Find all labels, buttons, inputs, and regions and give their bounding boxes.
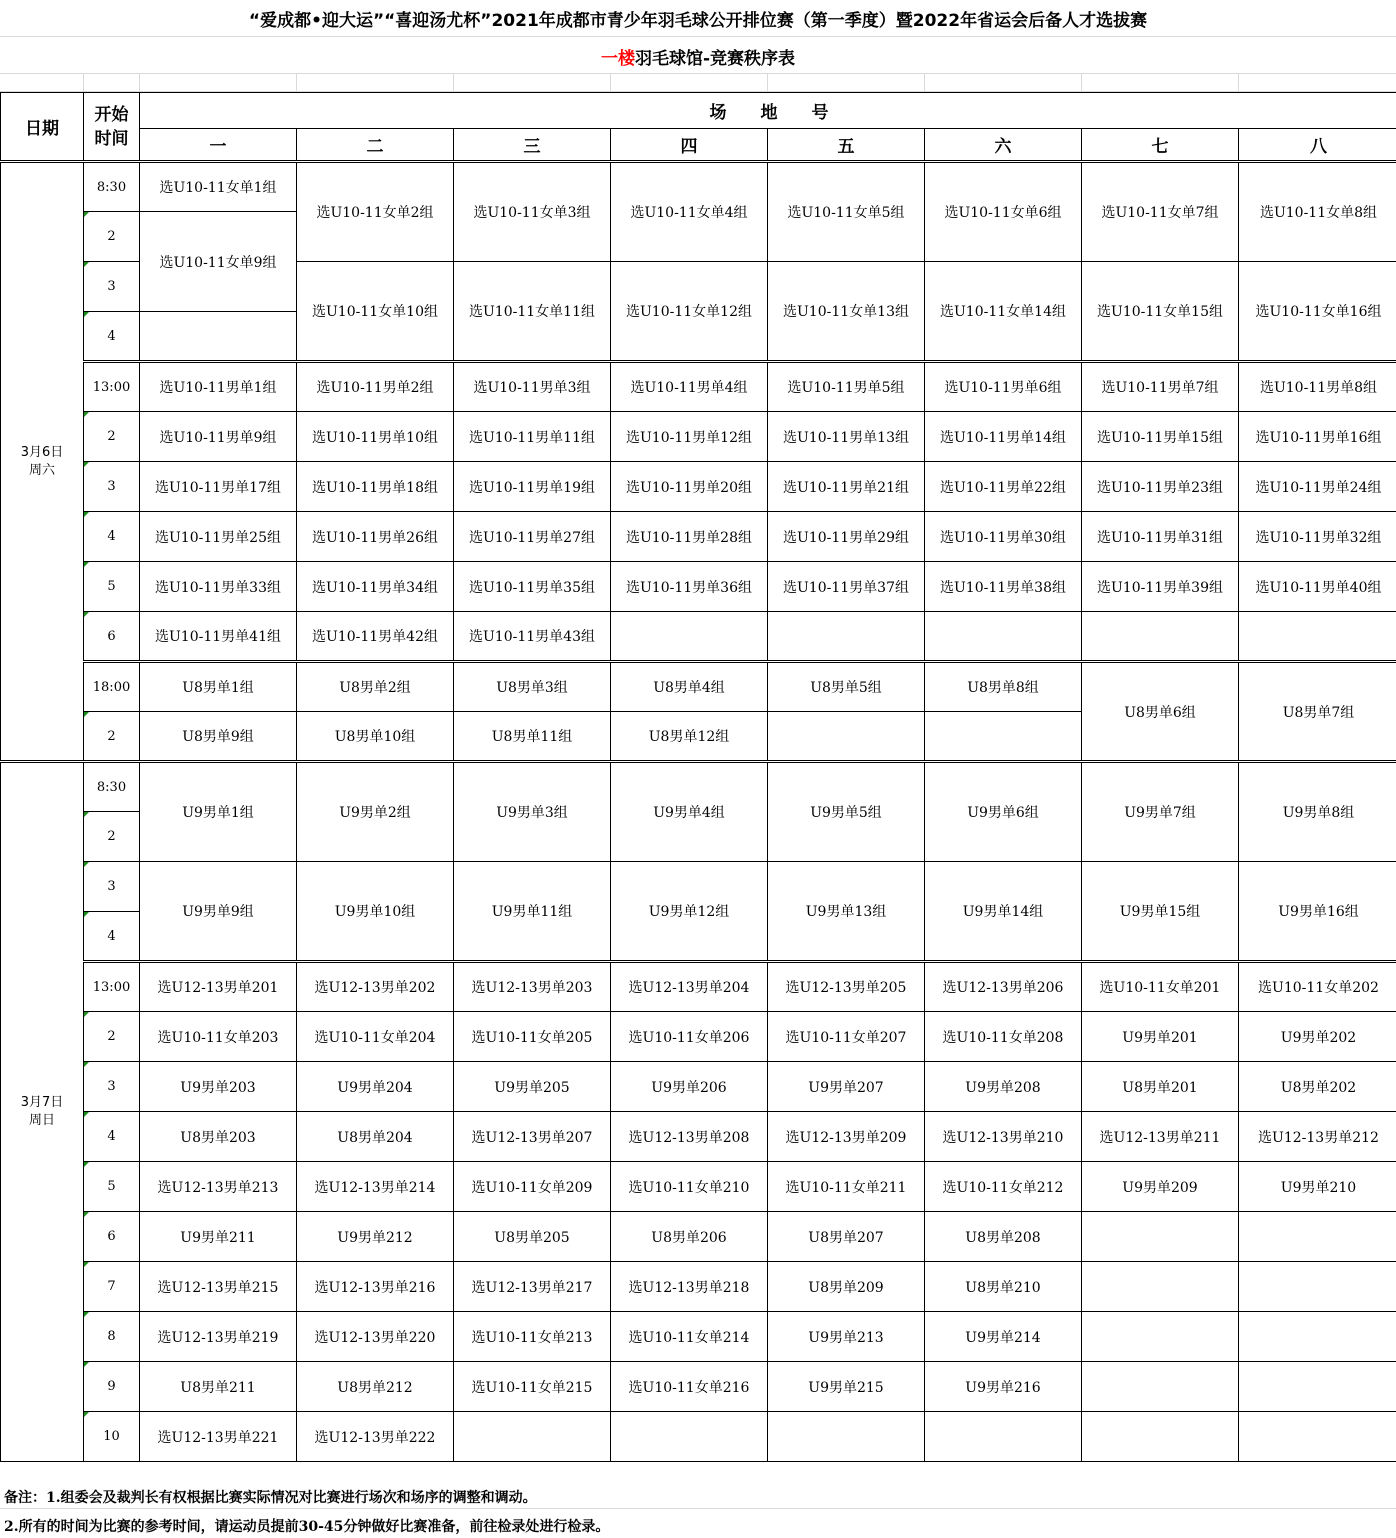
start-time-cell (84, 1262, 140, 1312)
start-time-value: 18:00 (92, 679, 131, 695)
match-cell: 选U12-13男单215 (140, 1262, 297, 1312)
match-cell: 选U10-11男单39组 (1082, 562, 1239, 612)
schedule-row (1, 962, 1396, 1012)
match-cell: 选U12-13男单209 (768, 1112, 925, 1162)
match-cell: 选U10-11男单33组 (140, 562, 297, 612)
start-time-value: 8 (107, 1329, 116, 1344)
match-cell: U9男单8组 (1239, 762, 1396, 862)
schedule-row (1, 662, 1396, 712)
match-cell: U9男单210 (1239, 1162, 1396, 1212)
start-time-cell (84, 462, 140, 512)
match-cell: 选U12-13男单218 (611, 1262, 768, 1312)
match-cell: U8男单204 (297, 1112, 454, 1162)
match-cell: 选U10-11男单27组 (454, 512, 611, 562)
schedule-row (1, 362, 1396, 412)
start-time-value: 2 (107, 829, 116, 844)
match-cell: U8男单209 (768, 1262, 925, 1312)
match-cell: U8男单11组 (454, 712, 611, 762)
match-cell (1239, 1362, 1396, 1412)
match-cell: 选U10-11男单36组 (611, 562, 768, 612)
match-cell: 选U10-11女单216 (611, 1362, 768, 1412)
cell-comment-marker (84, 1362, 89, 1367)
note-divider (0, 1508, 1396, 1509)
match-cell (1239, 612, 1396, 662)
match-cell (611, 612, 768, 662)
start-time-cell (84, 1312, 140, 1362)
header-court-6: 六 (925, 129, 1082, 162)
match-cell: U9男单10组 (297, 862, 454, 962)
note-2: 2.所有的时间为比赛的参考时间，请运动员提前30-45分钟做好比赛准备，前往检录处进行检录。 (4, 1519, 610, 1535)
start-time-value: 2 (107, 229, 116, 244)
start-time-cell (84, 1012, 140, 1062)
match-cell: 选U10-11女单13组 (768, 262, 925, 362)
match-cell (1239, 1212, 1396, 1262)
match-cell: 选U10-11男单19组 (454, 462, 611, 512)
start-time-cell (84, 1112, 140, 1162)
match-cell: 选U10-11女单211 (768, 1162, 925, 1212)
match-cell: U8男单202 (1239, 1062, 1396, 1112)
match-cell: 选U10-11女单9组 (140, 212, 297, 312)
header-venue: 场 地 号 (140, 93, 1396, 129)
match-cell (1239, 1312, 1396, 1362)
cell-comment-marker (84, 712, 89, 717)
match-cell: 选U10-11男单26组 (297, 512, 454, 562)
match-cell: U8男单7组 (1239, 662, 1396, 762)
match-cell: U9男单211 (140, 1212, 297, 1262)
match-cell: 选U10-11女单212 (925, 1162, 1082, 1212)
day-cell: 3月6日 周六 (1, 162, 84, 762)
cell-comment-marker (84, 1262, 89, 1267)
subtitle-rest: 羽毛球馆-竞赛秩序表 (634, 49, 796, 69)
match-cell: 选U10-11男单22组 (925, 462, 1082, 512)
match-cell: 选U12-13男单219 (140, 1312, 297, 1362)
schedule-table (0, 92, 1396, 1462)
match-cell: 选U12-13男单203 (454, 962, 611, 1012)
cell-comment-marker (84, 1212, 89, 1217)
match-cell: U9男单4组 (611, 762, 768, 862)
match-cell: U9男单201 (1082, 1012, 1239, 1062)
match-cell: U8男单210 (925, 1262, 1082, 1312)
match-cell: 选U10-11男单2组 (297, 362, 454, 412)
schedule-row (1, 1012, 1396, 1062)
match-cell: 选U10-11女单213 (454, 1312, 611, 1362)
match-cell: 选U12-13男单221 (140, 1412, 297, 1462)
match-cell: 选U12-13男单204 (611, 962, 768, 1012)
start-time-value: 3 (107, 879, 116, 894)
match-cell: U9男单6组 (925, 762, 1082, 862)
start-time-cell (84, 862, 140, 912)
match-cell: 选U10-11男单24组 (1239, 462, 1396, 512)
match-cell: 选U10-11男单1组 (140, 362, 297, 412)
match-cell (611, 1412, 768, 1462)
start-time-value: 4 (107, 529, 116, 544)
match-cell: 选U10-11女单214 (611, 1312, 768, 1362)
match-cell: 选U10-11女单11组 (454, 262, 611, 362)
match-cell: U8男单10组 (297, 712, 454, 762)
start-time-value: 13:00 (92, 379, 131, 395)
match-cell: 选U10-11女单2组 (297, 162, 454, 262)
match-cell: 选U10-11男单40组 (1239, 562, 1396, 612)
header-start-time-l1: 开始 (94, 104, 129, 125)
cell-comment-marker (84, 1162, 89, 1167)
start-time-cell (84, 1062, 140, 1112)
match-cell: U8男单8组 (925, 662, 1082, 712)
day-cell: 3月7日 周日 (1, 762, 84, 1462)
schedule-row (1, 1262, 1396, 1312)
match-cell: 选U10-11男单23组 (1082, 462, 1239, 512)
start-time-cell (84, 562, 140, 612)
match-cell (140, 312, 297, 362)
schedule-row (1, 1412, 1396, 1462)
start-time-value: 5 (107, 579, 116, 594)
match-cell: U8男单201 (1082, 1062, 1239, 1112)
start-time-cell (84, 1162, 140, 1212)
match-cell: 选U12-13男单213 (140, 1162, 297, 1212)
match-cell: 选U10-11男单10组 (297, 412, 454, 462)
match-cell: 选U10-11男单32组 (1239, 512, 1396, 562)
match-cell: 选U12-13男单210 (925, 1112, 1082, 1162)
match-cell: U9男单203 (140, 1062, 297, 1112)
start-time-cell (84, 1412, 140, 1462)
match-cell: 选U10-11男单5组 (768, 362, 925, 412)
start-time-cell (84, 612, 140, 662)
match-cell: 选U10-11女单12组 (611, 262, 768, 362)
start-time-cell (84, 1212, 140, 1262)
start-time-cell (84, 1362, 140, 1412)
match-cell: U9男单216 (925, 1362, 1082, 1412)
header-row-venue (1, 93, 1396, 129)
cell-comment-marker (84, 562, 89, 567)
match-cell: 选U10-11女单215 (454, 1362, 611, 1412)
cell-comment-marker (84, 462, 89, 467)
cell-comment-marker (84, 312, 89, 317)
match-cell: 选U10-11女单15组 (1082, 262, 1239, 362)
match-cell: U9男单204 (297, 1062, 454, 1112)
cell-comment-marker (84, 1012, 89, 1017)
match-cell (768, 612, 925, 662)
schedule-row (1, 612, 1396, 662)
match-cell: U9男单15组 (1082, 862, 1239, 962)
match-cell: 选U10-11女单206 (611, 1012, 768, 1062)
match-cell: U9男单14组 (925, 862, 1082, 962)
match-cell: 选U10-11女单207 (768, 1012, 925, 1062)
match-cell: 选U10-11男单6组 (925, 362, 1082, 412)
start-time-value: 3 (107, 1079, 116, 1094)
start-time-cell (84, 312, 140, 362)
match-cell (925, 712, 1082, 762)
match-cell (768, 712, 925, 762)
match-cell: 选U10-11男单21组 (768, 462, 925, 512)
header-court-2: 二 (297, 129, 454, 162)
match-cell: 选U12-13男单214 (297, 1162, 454, 1212)
schedule-row (1, 1312, 1396, 1362)
start-time-value: 2 (107, 1029, 116, 1044)
match-cell (768, 1412, 925, 1462)
match-cell: U9男单205 (454, 1062, 611, 1112)
start-time-cell (84, 962, 140, 1012)
match-cell: U9男单16组 (1239, 862, 1396, 962)
start-time-value: 7 (107, 1279, 116, 1294)
match-cell: 选U10-11男单16组 (1239, 412, 1396, 462)
schedule-row (1, 1112, 1396, 1162)
match-cell: U8男单203 (140, 1112, 297, 1162)
start-time-cell (84, 812, 140, 862)
match-cell: 选U10-11男单14组 (925, 412, 1082, 462)
match-cell (1082, 612, 1239, 662)
match-cell (1082, 1362, 1239, 1412)
start-time-value: 13:00 (92, 979, 131, 995)
match-cell: 选U10-11男单35组 (454, 562, 611, 612)
cell-comment-marker (84, 812, 89, 817)
header-court-8: 八 (1239, 129, 1396, 162)
match-cell: 选U10-11女单5组 (768, 162, 925, 262)
match-cell: 选U10-11女单14组 (925, 262, 1082, 362)
schedule-row (1, 1362, 1396, 1412)
match-cell: 选U10-11男单9组 (140, 412, 297, 462)
match-cell: 选U10-11男单8组 (1239, 362, 1396, 412)
note-1: 备注：1.组委会及裁判长有权根据比赛实际情况对比赛进行场次和场序的调整和调动。 (4, 1490, 537, 1506)
match-cell: 选U10-11女单202 (1239, 962, 1396, 1012)
match-cell: U9男单207 (768, 1062, 925, 1112)
start-time-cell (84, 762, 140, 812)
match-cell: U8男单4组 (611, 662, 768, 712)
match-cell: 选U10-11男单41组 (140, 612, 297, 662)
start-time-cell (84, 262, 140, 312)
match-cell: 选U10-11男单15组 (1082, 412, 1239, 462)
cell-comment-marker (84, 612, 89, 617)
match-cell: 选U12-13男单206 (925, 962, 1082, 1012)
match-cell: U8男单208 (925, 1212, 1082, 1262)
start-time-value: 6 (107, 1229, 116, 1244)
start-time-value: 8:30 (96, 179, 127, 195)
header-court-4: 四 (611, 129, 768, 162)
match-cell: 选U10-11男单38组 (925, 562, 1082, 612)
schedule-row (1, 512, 1396, 562)
match-cell: 选U10-11女单4组 (611, 162, 768, 262)
cell-comment-marker (84, 262, 89, 267)
schedule-row (1, 162, 1396, 212)
match-cell: 选U10-11男单34组 (297, 562, 454, 612)
cell-comment-marker (84, 862, 89, 867)
subtitle-floor: 一楼 (600, 49, 635, 69)
start-time-cell (84, 212, 140, 262)
match-cell: 选U10-11男单30组 (925, 512, 1082, 562)
start-time-value: 10 (103, 1429, 120, 1444)
match-cell: 选U12-13男单216 (297, 1262, 454, 1312)
match-cell: 选U10-11女单205 (454, 1012, 611, 1062)
header-start-time (84, 93, 140, 162)
match-cell: U8男单6组 (1082, 662, 1239, 762)
match-cell: 选U10-11女单203 (140, 1012, 297, 1062)
match-cell: 选U10-11女单3组 (454, 162, 611, 262)
match-cell: 选U10-11男单18组 (297, 462, 454, 512)
match-cell: 选U10-11男单11组 (454, 412, 611, 462)
header-date: 日期 (1, 93, 84, 162)
match-cell: 选U12-13男单201 (140, 962, 297, 1012)
start-time-cell (84, 912, 140, 962)
match-cell: U8男单3组 (454, 662, 611, 712)
match-cell: 选U10-11男单7组 (1082, 362, 1239, 412)
document-subtitle (0, 44, 1396, 69)
start-time-value: 4 (107, 328, 116, 344)
match-cell (1082, 1412, 1239, 1462)
match-cell: 选U10-11男单42组 (297, 612, 454, 662)
match-cell: 选U12-13男单211 (1082, 1112, 1239, 1162)
match-cell: U9男单214 (925, 1312, 1082, 1362)
match-cell: U8男单205 (454, 1212, 611, 1262)
match-cell: 选U10-11女单7组 (1082, 162, 1239, 262)
match-cell: 选U10-11男单13组 (768, 412, 925, 462)
match-cell: U9男单209 (1082, 1162, 1239, 1212)
match-cell (925, 1412, 1082, 1462)
match-cell: 选U10-11男单28组 (611, 512, 768, 562)
match-cell: U8男单2组 (297, 662, 454, 712)
match-cell: 选U10-11男单20组 (611, 462, 768, 512)
match-cell: U8男单212 (297, 1362, 454, 1412)
match-cell (925, 612, 1082, 662)
start-time-value: 3 (107, 279, 116, 294)
header-row-courts (1, 129, 1396, 162)
start-time-value: 3 (107, 479, 116, 494)
match-cell: 选U10-11男单12组 (611, 412, 768, 462)
match-cell: 选U12-13男单208 (611, 1112, 768, 1162)
start-time-cell (84, 512, 140, 562)
schedule-row (1, 1062, 1396, 1112)
match-cell: U9男单2组 (297, 762, 454, 862)
match-cell: U9男单1组 (140, 762, 297, 862)
match-cell: 选U12-13男单217 (454, 1262, 611, 1312)
match-cell: 选U10-11女单8组 (1239, 162, 1396, 262)
match-cell: 选U10-11女单6组 (925, 162, 1082, 262)
match-cell: U8男单12组 (611, 712, 768, 762)
match-cell: 选U12-13男单222 (297, 1412, 454, 1462)
match-cell: 选U10-11女单10组 (297, 262, 454, 362)
match-cell: 选U12-13男单212 (1239, 1112, 1396, 1162)
start-time-cell (84, 662, 140, 712)
match-cell: U9男单215 (768, 1362, 925, 1412)
match-cell: 选U10-11女单209 (454, 1162, 611, 1212)
match-cell (1239, 1412, 1396, 1462)
match-cell: 选U10-11女单16组 (1239, 262, 1396, 362)
header-court-3: 三 (454, 129, 611, 162)
match-cell: U9男单13组 (768, 862, 925, 962)
schedule-row (1, 562, 1396, 612)
match-cell: U8男单211 (140, 1362, 297, 1412)
match-cell: 选U10-11女单204 (297, 1012, 454, 1062)
match-cell: 选U10-11男单31组 (1082, 512, 1239, 562)
match-cell: 选U10-11男单25组 (140, 512, 297, 562)
start-time-cell (84, 412, 140, 462)
match-cell: U8男单9组 (140, 712, 297, 762)
cell-comment-marker (84, 1112, 89, 1117)
match-cell (1082, 1212, 1239, 1262)
start-time-cell (84, 712, 140, 762)
schedule-row (1, 412, 1396, 462)
header-court-7: 七 (1082, 129, 1239, 162)
schedule-row (1, 462, 1396, 512)
match-cell: U9男单206 (611, 1062, 768, 1112)
match-cell: 选U12-13男单202 (297, 962, 454, 1012)
cell-comment-marker (84, 1412, 89, 1417)
match-cell: 选U10-11男单29组 (768, 512, 925, 562)
cell-comment-marker (84, 212, 89, 217)
match-cell: 选U10-11女单208 (925, 1012, 1082, 1062)
match-cell: U9男单5组 (768, 762, 925, 862)
schedule-row (1, 1212, 1396, 1262)
match-cell (1082, 1262, 1239, 1312)
match-cell (1082, 1312, 1239, 1362)
match-cell: 选U10-11女单1组 (140, 162, 297, 212)
match-cell: 选U10-11男单43组 (454, 612, 611, 662)
match-cell: 选U12-13男单207 (454, 1112, 611, 1162)
schedule-row (1, 862, 1396, 912)
start-time-value: 4 (107, 1129, 116, 1144)
cell-comment-marker (84, 412, 89, 417)
match-cell: 选U10-11男单4组 (611, 362, 768, 412)
cell-comment-marker (84, 912, 89, 917)
match-cell: U8男单5组 (768, 662, 925, 712)
match-cell: U8男单206 (611, 1212, 768, 1262)
cell-comment-marker (84, 1312, 89, 1317)
start-time-value: 2 (107, 728, 116, 744)
match-cell: U8男单207 (768, 1212, 925, 1262)
match-cell: 选U10-11男单3组 (454, 362, 611, 412)
match-cell: U9男单11组 (454, 862, 611, 962)
start-time-cell (84, 162, 140, 212)
match-cell: U9男单208 (925, 1062, 1082, 1112)
match-cell: 选U10-11男单17组 (140, 462, 297, 512)
match-cell: U9男单212 (297, 1212, 454, 1262)
match-cell: 选U10-11女单210 (611, 1162, 768, 1212)
match-cell: U8男单1组 (140, 662, 297, 712)
header-court-5: 五 (768, 129, 925, 162)
schedule-row (1, 1162, 1396, 1212)
cell-comment-marker (84, 512, 89, 517)
match-cell: U9男单7组 (1082, 762, 1239, 862)
match-cell: U9男单202 (1239, 1012, 1396, 1062)
match-cell (454, 1412, 611, 1462)
match-cell: 选U10-11女单201 (1082, 962, 1239, 1012)
header-court-1: 一 (140, 129, 297, 162)
document-title: “爱成都•迎大运”“喜迎汤尤杯”2021年成都市青少年羽毛球公开排位赛（第一季度）暨2022年省运会后备人才选拔赛 (248, 11, 1148, 31)
match-cell: U9男单3组 (454, 762, 611, 862)
start-time-value: 5 (107, 1179, 116, 1194)
match-cell: U9男单9组 (140, 862, 297, 962)
start-time-value: 4 (107, 928, 116, 944)
start-time-value: 2 (107, 429, 116, 444)
start-time-value: 9 (107, 1379, 116, 1394)
match-cell: 选U12-13男单220 (297, 1312, 454, 1362)
match-cell: 选U12-13男单205 (768, 962, 925, 1012)
match-cell: U9男单12组 (611, 862, 768, 962)
schedule-row (1, 762, 1396, 812)
start-time-cell (84, 362, 140, 412)
start-time-value: 8:30 (96, 779, 127, 795)
cell-comment-marker (84, 1062, 89, 1067)
match-cell: 选U10-11男单37组 (768, 562, 925, 612)
match-cell: U9男单213 (768, 1312, 925, 1362)
start-time-value: 6 (107, 628, 116, 644)
header-start-time-l2: 时间 (94, 128, 129, 149)
match-cell (1239, 1262, 1396, 1312)
